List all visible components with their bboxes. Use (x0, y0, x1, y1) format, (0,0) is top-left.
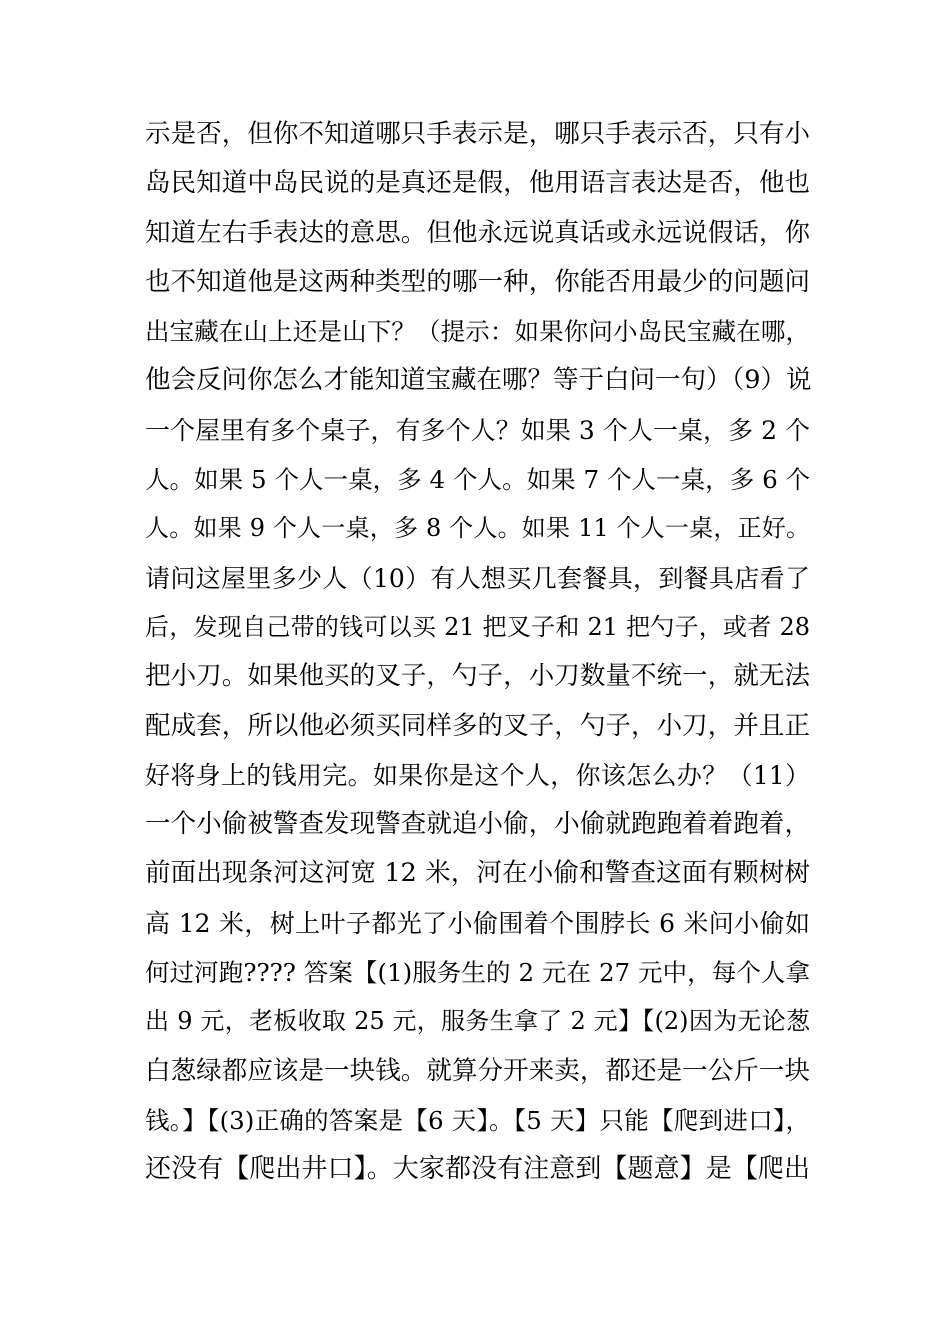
text-line: 一个屋里有多个桌子，有多个人？如果 3 个人一桌，多 2 个 (145, 415, 810, 445)
text-line: 好将身上的钱用完。如果你是这个人，你该怎么办？（11） (145, 760, 810, 790)
text-line: 出 9 元，老板收取 25 元，服务生拿了 2 元】【(2)因为无论葱 (145, 1007, 810, 1036)
text-line: 白葱绿都应该是一块钱。就算分开来卖，都还是一公斤一块 (145, 1055, 810, 1086)
text-line: 还没有【爬出井口】。大家都没有注意到【题意】是【爬出 (145, 1154, 810, 1185)
text-line: 配成套，所以他必须买同样多的叉子，勺子，小刀，并且正 (145, 710, 810, 741)
text-line: 请问这屋里多少人（10）有人想买几套餐具，到餐具店看了 (145, 563, 810, 593)
text-line: 把小刀。如果他买的叉子，勺子，小刀数量不统一，就无法 (145, 661, 810, 692)
text-line: 何过河跑???? 答案【(1)服务生的 2 元在 27 元中，每个人拿 (145, 958, 810, 988)
text-line: 前面出现条河这河宽 12 米，河在小偷和警查这面有颗树树 (145, 858, 810, 889)
text-line: 人。如果 5 个人一桌，多 4 个人。如果 7 个人一桌，多 6 个 (145, 465, 810, 495)
text-line: 后，发现自己带的钱可以买 21 把叉子和 21 把勺子，或者 28 (145, 612, 810, 641)
text-line: 高 12 米，树上叶子都光了小偷围着个围脖长 6 米问小偷如 (145, 908, 810, 938)
text-line: 出宝藏在山上还是山下？（提示：如果你问小岛民宝藏在哪， (145, 317, 810, 347)
text-line: 也不知道他是这两种类型的哪一种，你能否用最少的问题问 (145, 266, 810, 297)
text-line: 钱。】【(3)正确的答案是【6 天】。【5 天】只能【爬到进口】， (145, 1105, 810, 1135)
text-line: 示是否，但你不知道哪只手表示是，哪只手表示否，只有小 (145, 119, 810, 149)
body-text (145, 110, 810, 1195)
text-line: 岛民知道中岛民说的是真还是假，他用语言表达是否，他也 (145, 168, 810, 199)
text-line: 知道左右手表达的意思。但他永远说真话或永远说假话，你 (145, 217, 810, 248)
text-line: 一个小偷被警查发现警查就追小偷，小偷就跑跑着着跑着， (145, 809, 810, 840)
text-line: 人。如果 9 个人一桌，多 8 个人。如果 11 个人一桌，正好。 (145, 514, 810, 543)
text-line: 他会反问你怎么才能知道宝藏在哪？等于白问一句）（9）说 (145, 365, 812, 396)
